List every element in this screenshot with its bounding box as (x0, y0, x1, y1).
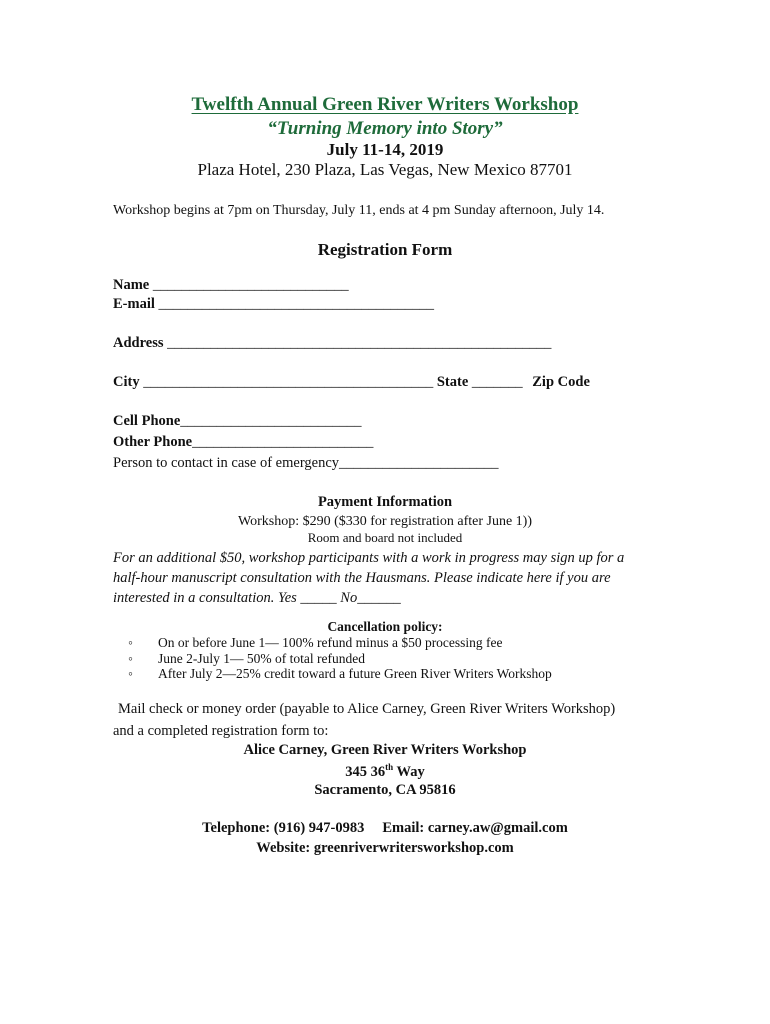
workshop-subtitle: “Turning Memory into Story” (267, 118, 503, 139)
contact-email[interactable]: Email: carney.aw@gmail.com (382, 820, 568, 836)
consultation-line-2: half-hour manuscript consultation with the Hausmans. Please indicate here if you are (113, 570, 611, 586)
other-phone-field[interactable] (113, 434, 373, 451)
workshop-schedule: Workshop begins at 7pm on Thursday, July 11, ends at 4 pm Sunday afternoon, July 14. (113, 203, 605, 218)
consultation-line-1: For an additional $50, workshop participants with a work in progress may sign up for a (113, 550, 625, 566)
city-label: City (113, 374, 140, 390)
cell-phone-blank[interactable]: _________________________ (180, 413, 362, 429)
bullet-icon: ◦ (128, 651, 133, 666)
bullet-icon: ◦ (128, 666, 133, 681)
email-field[interactable] (113, 296, 434, 313)
consultation-line-3[interactable]: interested in a consultation. Yes _____ No______ (113, 590, 401, 606)
state-label: State (436, 374, 469, 390)
cancellation-item (128, 666, 552, 682)
cancellation-title: Cancellation policy: (327, 619, 443, 634)
address-field[interactable] (113, 335, 551, 352)
address-blank[interactable]: _____________________________________________________ (167, 335, 552, 351)
name-field[interactable] (113, 277, 349, 294)
emergency-contact-field[interactable] (113, 455, 499, 472)
mail-recipient: Alice Carney, Green River Writers Workshop (243, 742, 527, 758)
mail-instruction-line-1: Mail check or money order (payable to Alice Carney, Green River Writers Workshop) (118, 701, 616, 717)
mail-street (0, 762, 770, 781)
city-blank[interactable]: ________________________________________ (143, 374, 434, 390)
payment-fee: Workshop: $290 ($330 for registration after June 1)) (238, 514, 532, 529)
workshop-venue: Plaza Hotel, 230 Plaza, Las Vegas, New Mexico 87701 (197, 160, 573, 179)
other-phone-blank[interactable]: _________________________ (192, 434, 374, 450)
workshop-title: Twelfth Annual Green River Writers Workshop (191, 94, 579, 115)
cell-phone-label: Cell Phone (113, 413, 181, 429)
payment-title: Payment Information (317, 494, 453, 510)
state-blank[interactable]: _______ (471, 374, 523, 390)
cancellation-item (128, 651, 365, 667)
contact-telephone: Telephone: (916) 947-0983 (202, 820, 365, 836)
mail-instruction-line-2: and a completed registration form to: (113, 723, 329, 739)
emergency-contact-label: Person to contact in case of emergency (113, 455, 340, 471)
payment-room-note: Room and board not included (307, 530, 463, 545)
city-state-zip-row[interactable] (113, 374, 590, 391)
workshop-dates: July 11-14, 2019 (326, 140, 444, 159)
contact-line (0, 820, 770, 837)
cancellation-item-text: June 2-July 1— 50% of total refunded (158, 651, 365, 666)
email-blank[interactable]: ______________________________________ (158, 296, 435, 312)
name-label: Name (113, 277, 150, 293)
cell-phone-field[interactable] (113, 413, 362, 430)
address-label: Address (113, 335, 164, 351)
mail-street-name: Way (393, 763, 425, 780)
cancellation-item-text: After July 2—25% credit toward a future Green River Writers Workshop (158, 666, 552, 681)
zip-label: Zip Code (532, 374, 590, 390)
mail-city: Sacramento, CA 95816 (314, 782, 456, 798)
email-label: E-mail (113, 296, 155, 312)
emergency-contact-blank[interactable]: ______________________ (339, 455, 499, 471)
cancellation-item-text: On or before June 1— 100% refund minus a $50 processing fee (158, 635, 503, 650)
cancellation-item (128, 635, 503, 651)
contact-website[interactable]: Website: greenriverwritersworkshop.com (256, 840, 514, 856)
mail-street-number: 345 36 (345, 763, 386, 780)
mail-street-suffix: th (385, 762, 394, 772)
other-phone-label: Other Phone (113, 434, 193, 450)
form-title: Registration Form (317, 240, 453, 259)
bullet-icon: ◦ (128, 635, 133, 650)
name-blank[interactable]: ___________________________ (152, 277, 349, 293)
